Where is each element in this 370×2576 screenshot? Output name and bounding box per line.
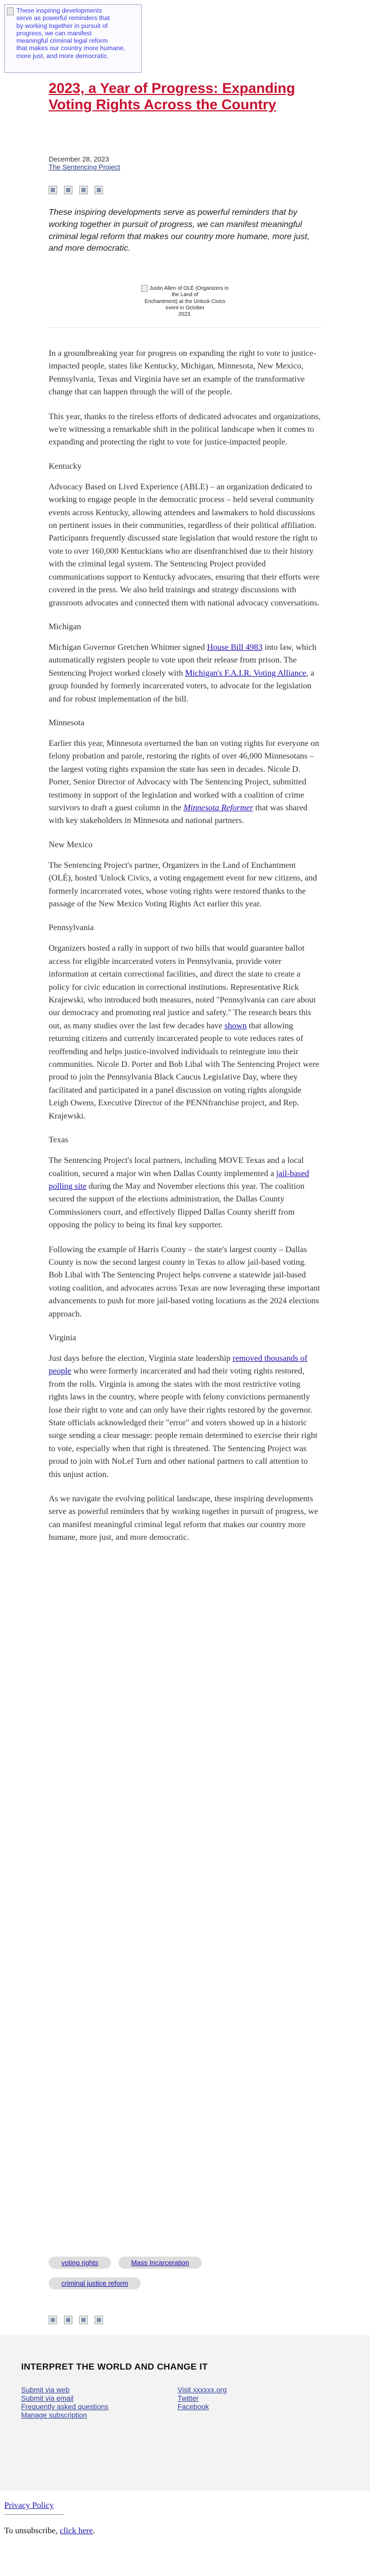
fair-voting-alliance-link[interactable]: Michigan's F.A.I.R. Voting Alliance <box>185 668 307 678</box>
share-twitter-icon[interactable] <box>64 186 72 194</box>
section-heading-pennsylvania: Pennsylvania <box>49 923 94 933</box>
paragraph: Organizers hosted a rally in support of two bills that would guarantee ballot access for eligible incarcerated voters in Pennsylvania, provide voter information at certain correctional facilities, and direct the state to create a policy for civic education in correctional institutions. Representative Rick Krajewski, who introduced both measures, noted "Pennsylvania can care about our democracy and promoting real justice and safety." The research bears this out, as many studies over the last few decades have shown that allowing returning citizens and currently incarcerated people to vote reduces rates of reoffending and helps justice-involved individuals to reintegrate into their communities. Nicole D. Porter and Bob Libal with The Sentencing Project were proud to join the Pennsylvania Black Caucus Legislative Day, where they facilitated and participated in a panel discussion on voting rights alongside Leigh Owens, Executive Director of the PENNfranchise project, and Rep. Krajewski. <box>49 944 320 1121</box>
header-alt-line: that makes our country more humane, <box>16 44 125 52</box>
paragraph: Earlier this year, Minnesota overturned the ban on voting rights for everyone on felony probation and parole, restoring the rights of over 46,000 Minnesotans – the largest voting rights expansion the state has seen in decades. Nicole D. Porter, Senior Director of Advocacy with The Sentencing Project, submitted testimony in support of the legislation and worked with a coalition of crime survivors to draft a guest column in the Minnesota Reformer that was shared with key stakeholders in Minnesota and national partners. <box>49 738 319 826</box>
footer-facebook-link[interactable]: Facebook <box>178 2403 209 2411</box>
paragraph: The Sentencing Project's local partners, including MOVE Texas and a local coalition, secured a major win when Dallas County implemented a jail-based polling site during the May and November elections this year. The coalition secured the support of the elections administration, the Dallas County Commissioners court, and effectively flipped Dallas County sheriff from opposing the policy to being its final key supporter. <box>49 1156 309 1230</box>
footer-faq-link[interactable]: Frequently asked questions <box>21 2403 109 2411</box>
article-date: December 28, 2023 <box>49 155 109 163</box>
header-image[interactable] <box>4 4 142 73</box>
legal <box>4 2501 54 2511</box>
share-linkedin-icon[interactable] <box>79 186 88 194</box>
share-facebook-icon[interactable] <box>49 186 57 194</box>
legal-divider <box>4 2514 63 2515</box>
share-twitter-icon[interactable] <box>64 2316 72 2324</box>
footer-visit-site-link[interactable]: Visit xxxxxx.org <box>178 2386 227 2394</box>
footer-links-left <box>21 2386 108 2420</box>
unsubscribe-line: To unsubscribe, click here. <box>4 2526 95 2535</box>
jail-polling-site-link[interactable]: jail-based polling site <box>49 1169 309 1191</box>
minnesota-reformer-link[interactable]: Minnesota Reformer <box>183 803 254 812</box>
footer-submit-web-link[interactable]: Submit via web <box>21 2386 70 2394</box>
footer-manage-subscription-link[interactable]: Manage subscription <box>21 2411 87 2419</box>
footer-twitter-link[interactable]: Twitter <box>178 2394 199 2402</box>
section-heading-new-mexico: New Mexico <box>49 840 93 849</box>
tag-voting-rights[interactable]: voting rights <box>49 2257 111 2269</box>
share-linkedin-icon[interactable] <box>79 2316 88 2324</box>
paragraph: In a groundbreaking year for progress on expanding the right to vote to justice-impacted people, states like Kentucky, Michigan, Minnesota, New Mexico, Pennsylvania, Texas and Virginia have set an example of the transformative change that can happen through the will of the people. <box>49 349 317 397</box>
article-intro <box>49 207 321 255</box>
footer-heading: INTERPRET THE WORLD AND CHANGE IT <box>21 2362 208 2372</box>
header-alt-line: more just, and more democratic. <box>16 52 109 60</box>
section-heading-virginia: Virginia <box>49 1333 77 1342</box>
intro-text: These inspiring developments serve as powerful reminders that by working together in pursuit of progress, we can manifest meaningful criminal legal reform that makes our country more humane, more just, and more democratic. <box>49 208 310 253</box>
footer-submit-email-link[interactable]: Submit via email <box>21 2394 74 2402</box>
section-heading-michigan: Michigan <box>49 622 81 631</box>
removed-people-link[interactable]: removed thousands of people <box>49 1353 308 1376</box>
header-alt-line: serve as powerful reminders that <box>16 14 110 22</box>
paragraph: The Sentencing Project's partner, Organizers in the Land of Enchantment (OLÉ), hosted 'Unlock Civics, a voting engagement event for new citizens, and formerly incarcerated votes, whose voting rights were restored thanks to the passage of the New Mexico Voting Rights Act earlier this year. <box>49 860 317 908</box>
house-bill-link[interactable]: House Bill 4983 <box>207 642 263 652</box>
divider <box>49 327 321 328</box>
article-author-link[interactable]: The Sentencing Project <box>49 163 121 171</box>
paragraph: Michigan Governor Gretchen Whitmer signed House Bill 4983 into law, which automatically registers people to vote upon their release from prison. The Sentencing Project worked closely with Michigan's F.A.I.R. Voting Alliance, a group founded by formerly incarcerated voters, to advocate for the legislation and for robust implementation of the bill. <box>49 642 317 704</box>
tag-mass-incarceration[interactable]: Mass Incarceration <box>118 2257 202 2269</box>
unsubscribe-link[interactable]: click here <box>60 2526 93 2535</box>
share-email-icon[interactable] <box>95 2316 103 2324</box>
paragraph: As we navigate the evolving political landscape, these inspiring developments serve as powerful reminders that by working together in pursuit of progress, we can manifest meaningful criminal legal reform that makes our country more humane, more just, and more democratic. <box>49 1494 318 1542</box>
paragraph: Advocacy Based on Lived Experience (ABLE) – an organization dedicated to working to engage people in the democratic process – held several community events across Kentucky, allowing attendees and lawmakers to hold discussions on pertinent issues in their communities, regardless of their political affiliation. Participants frequently discussed state legislation that would restore the right to vote to over 160,000 Kentuckians who are disenfranchised due to their history with the criminal legal system. The Sentencing Project provided communications support to Kentucky advocates, ensuring that their efforts were covered in the press. We also held trainings and strategy discussions with grassroots advocates and connected them with national advocacy conversations. <box>49 482 320 608</box>
section-heading-kentucky: Kentucky <box>49 461 82 471</box>
share-facebook-icon[interactable] <box>49 2316 57 2324</box>
share-bar-bottom <box>49 2316 103 2324</box>
paragraph: This year, thanks to the tireless efforts of dedicated advocates and organizations, we're witnessing a remarkable shift in the political landscape when it comes to expanding and protecting the right to vote for justice-impacted people. <box>49 412 321 447</box>
header-alt-line: meaningful criminal legal reform <box>16 37 108 45</box>
article-meta <box>49 155 321 171</box>
article-body <box>49 347 321 1556</box>
footer <box>0 2335 370 2491</box>
header-alt-line: by working together in pursuit of <box>16 22 108 30</box>
photo-icon <box>141 285 147 292</box>
paragraph: Following the example of Harris County – the state's largest county – Dallas County is now the second largest county in Texas to allow jail-based voting. Bob Libal with The Sentencing Project helps convene a statewide jail-based voting coalition, and advocates across Texas are now leveraging these important advancements to push for more jail-based voting locations as the 2024 elections approach. <box>49 1245 320 1319</box>
footer-links-right <box>178 2386 227 2411</box>
section-heading-texas: Texas <box>49 1135 69 1145</box>
tag-criminal-justice-reform[interactable]: criminal justice reform <box>49 2277 141 2289</box>
broken-image-icon <box>7 7 14 15</box>
article-title[interactable]: 2023, a Year of Progress: Expanding Voting Rights Across the Country <box>49 80 295 112</box>
share-bar-top <box>49 186 103 194</box>
header-alt-line: These inspiring developments <box>16 7 102 14</box>
photo-caption: Justin Allen of OLÉ (Organizers in the Land of Enchantment) at the Unlock Civics event in October 2023. <box>137 285 233 318</box>
section-heading-minnesota: Minnesota <box>49 718 85 727</box>
paragraph: Just days before the election, Virginia state leadership removed thousands of people who were formerly incarcerated and had their voting rights restored, from the rolls. Virginia is among the states with the most restrictive voting rights laws in the country, where people with felony convictions permanently lose their right to vote and can only have their rights restored by the governor. State officials acknowledged their "error" and voters showed up in a historic surge sending a clear message: people remain determined to exercise their right to vote, especially when that right is threatened. The Sentencing Project was proud to join with NoLef Turn and other national partners to call attention to this unjust action. <box>49 1353 318 1479</box>
privacy-policy-link[interactable]: Privacy Policy <box>4 2501 54 2510</box>
shown-link[interactable]: shown <box>224 1021 247 1030</box>
share-email-icon[interactable] <box>95 186 103 194</box>
header-alt-line: progress, we can manifest <box>16 29 92 37</box>
tag-list <box>49 2257 244 2289</box>
